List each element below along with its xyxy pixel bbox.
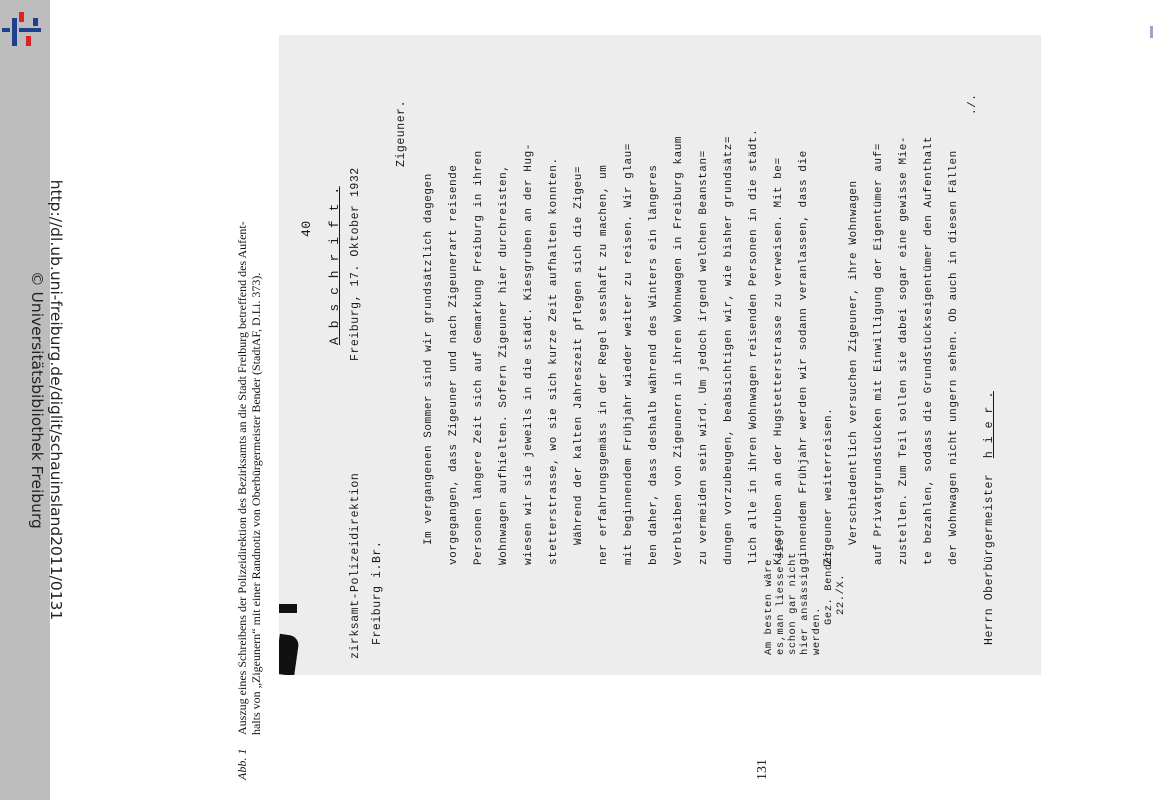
recipient-title: Herrn Oberbürgermeister (983, 473, 996, 645)
letter-page-number: 40 (299, 220, 314, 237)
body-line: Wohnwagen aufhielten. Sofern Zigeuner hier durchreisten, (498, 164, 510, 565)
recipient-place: h i e r . (983, 391, 996, 459)
source-url[interactable]: http://dl.ub.uni-freiburg.de/diglit/schauinsland2011/0131 (47, 179, 65, 621)
scan-blot (279, 604, 297, 613)
body-line: Während der kalten Jahreszeit pflegen sich die Zigeu= (573, 165, 585, 545)
book-page: Abb. 1 Auszug eines Schreibens der Polizeidirektion des Bezirksamts an die Stadt Freiburg betreffend des Aufent- halts von „Zigeunern“ mit einer Randnotiz von Oberbürgermeister Bender (StadtAF, D.Li. 373). 131 40 A b s c h r i f t . zirksamt-Polizeidirektion Freiburg i.Br. Freiburg, 17. Oktober 1932 Zigeuner. Im vergangenen Sommer sind wir grundsätzlich dagegen vorgegangen, dass Zigeuner und nach Zigeunerart reisende Personen längere Zeit sich auf Gemarkung Freiburg in ihren Wohnwagen aufhielten. Sofern Zigeuner hier durchreisten, wiesen wir sie jeweils in die städt. Kiesgruben an der Hug- stetterstrasse, wo sie sich kurze Zeit aufhalten konnten. Während der kalten Jahreszeit pflegen sich die Zigeu= ner erfahrungsgemäss in der Regel sesshaft zu machen, um mit beginnendem Frühjahr wieder weiter zu reisen. Wir glau= ben daher, dass deshalb während des Winters ein längeres Verbleiben von Zigeunern in ihren Wohnwagen in Freiburg kaum zu vermeiden sein wird. Um jedoch irgend welchen Beanstan= dungen vorzubeugen, beabsichtigen wir, wie bisher grundsätz= lich alle in ihren Wohnwagen reisenden Personen in die städt. Kiesgruben an der Hugstetterstrasse zu verweisen. Mit be= ginnendem Frühjahr werden wir sodann veranlassen, dass die Zigeuner weiterreisen. Verschiedentlich versuchen Zigeuner, ihre Wohnwagen auf Privatgrundstücken mit Einwilligung der Eigentümer auf= zustellen. Zum Teil sollen sie dabei sogar eine gewisse Mie- te bezahlen, sodass die Grundstückseigentümer den Aufenthalt der Wohnwagen nicht ungern sehen. Ob auch in diesen Fällen ./. Am besten wäre es,man liesse sie schon gar nicht hier ansässig werden. Gez. Bender 22./X. Herrn Oberbürgermeister h i e r . (195, 20, 1159, 780)
sender-line-2: Freiburg i.Br. (371, 540, 384, 645)
body-line: der Wohnwagen nicht ungern sehen. Ob auch in diesen Fällen (948, 150, 960, 565)
body-line: dungen vorzubeugen, beabsichtigen wir, wie bisher grundsätz= (723, 135, 735, 565)
body-line: zustellen. Zum Teil sollen sie dabei sogar eine gewisse Mie- (898, 135, 910, 565)
note-signature: Gez. Bender (823, 549, 835, 625)
body-line: Verbleiben von Zigeunern in ihren Wohnwagen in Freiburg kaum (673, 135, 685, 565)
body-line: stetterstrasse, wo sie sich kurze Zeit aufhalten konnten. (548, 157, 560, 565)
body-line: ginnendem Frühjahr werden wir sodann veranlassen, dass die (798, 150, 810, 565)
body-line: Zigeuner weiterreisen. (823, 407, 835, 565)
viewer-sidebar (0, 0, 65, 800)
letter-date: Freiburg, 17. Oktober 1932 (349, 167, 362, 361)
body-line: Kiesgruben an der Hugstetterstrasse zu verweisen. Mit be= (773, 157, 785, 565)
body-line: auf Privatgrundstücken mit Einwilligung der Eigentümer auf= (873, 143, 885, 565)
note-line: hier ansässig (799, 565, 811, 655)
body-line: ben daher, dass deshalb während des Winters ein längeres (648, 164, 660, 565)
letter-subject: Zigeuner. (395, 99, 408, 167)
sender-line-1: zirksamt-Polizeidirektion (349, 472, 362, 659)
body-line: vorgegangen, dass Zigeuner und nach Zigeunerart reisende (448, 164, 460, 565)
body-line: te bezahlen, sodass die Grundstückseigentümer den Aufenthalt (923, 135, 935, 565)
note-line: Am besten wäre (763, 559, 775, 655)
copyright-notice: © Universitätsbibliothek Freiburg (28, 271, 46, 529)
scan-blot (279, 634, 300, 675)
body-line: mit beginnendem Frühjahr wieder weiter zu reisen. Wir glau= (623, 143, 635, 565)
letter-body (417, 129, 967, 565)
body-line: Verschiedentlich versuchen Zigeuner, ihre Wohnwagen (848, 180, 860, 545)
recipient (983, 391, 996, 645)
continuation-mark: ./. (967, 93, 979, 115)
body-line: lich alle in ihren Wohnwagen reisenden Personen in die städt. (748, 128, 760, 565)
note-date: 22./X. (835, 573, 847, 615)
note-line: werden. (811, 607, 823, 655)
note-line: es,man liesse sie (775, 538, 787, 655)
body-line: wiesen wir sie jeweils in die städt. Kiesgruben an der Hug- (523, 143, 535, 565)
caption-line-2: halts von „Zigeunern“ mit einer Randnotiz von Oberbürgermeister Bender (StadtAF, D.Li. 373). (249, 272, 263, 735)
scanned-letter (279, 35, 1041, 675)
letter-heading: A b s c h r i f t . (327, 186, 342, 345)
body-line: zu vermeiden sein wird. Um jedoch irgend welchen Beanstan= (698, 150, 710, 565)
body-line: Personen längere Zeit sich auf Gemarkung Freiburg in ihren (473, 150, 485, 565)
body-line: Im vergangenen Sommer sind wir grundsätzlich dagegen (423, 173, 435, 545)
body-line: ner erfahrungsgemäss in der Regel sesshaft zu machen, um (598, 164, 610, 565)
margin-note (763, 539, 847, 655)
note-line: schon gar nicht (787, 552, 799, 655)
sidebar-source-text (0, 0, 65, 800)
caption-label: Abb. 1 (235, 748, 249, 780)
caption-line-1: Auszug eines Schreibens der Polizeidirektion des Bezirksamts an die Stadt Freiburg betreffend des Aufent- (235, 221, 249, 735)
